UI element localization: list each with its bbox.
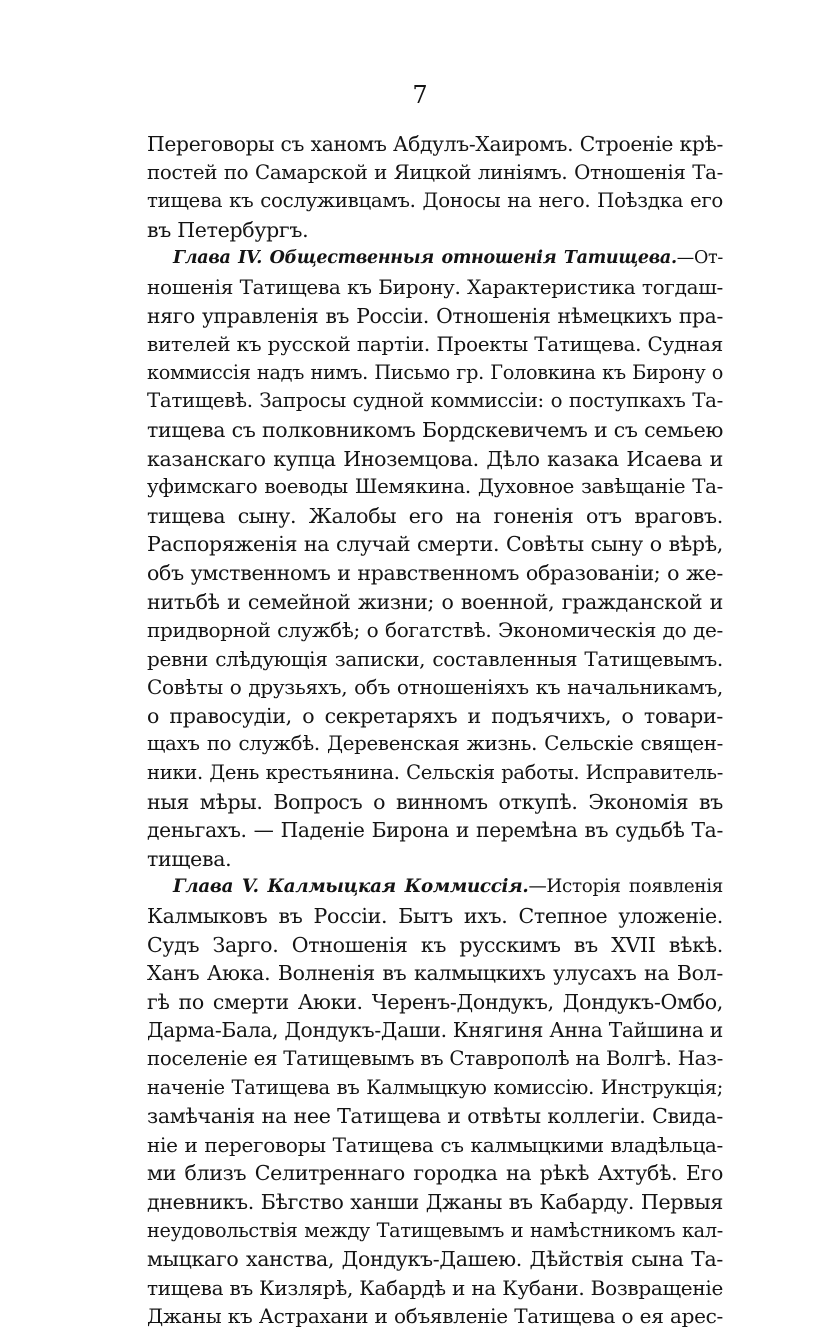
text-line <box>147 359 723 388</box>
line-text: Переговоры съ ханомъ Абдулъ-Хаиромъ. Строеніе крѣ- <box>147 132 723 156</box>
line-text: ніе и переговоры Татищева съ калмыцкими владѣльца- <box>147 1132 723 1157</box>
line-text: въ Петербургъ. <box>147 217 309 242</box>
line-text: коммиссія надъ нимъ. Письмо гр. Головкина къ Бирону о <box>147 360 723 384</box>
line-text: тищева сыну. Жалобы его на гоненія отъ враговъ. <box>147 503 723 528</box>
text-line <box>147 273 723 302</box>
line-text: Совѣты о друзьяхъ, объ отношеніяхъ къ начальникамъ, <box>147 675 723 700</box>
line-text: —От- <box>676 248 723 269</box>
line-text: Дарма-Бала, Дондукъ-Даши. Княгиня Анна Тайшина и <box>147 1018 723 1043</box>
text-line <box>147 988 723 1017</box>
line-text: вителей къ русской партіи. Проекты Татищева. Судная <box>147 332 723 357</box>
text-line <box>147 1102 723 1131</box>
text-line <box>147 1245 723 1274</box>
text-line <box>147 187 723 216</box>
line-text: уфимскаго воеводы Шемякина. Духовное завѣщаніе Та- <box>147 475 723 499</box>
line-text: замѣчанія на нее Татищева и отвѣты коллегіи. Свида- <box>147 1104 723 1129</box>
page-number: 7 <box>412 81 428 109</box>
line-text: тищева съ полковникомъ Бордскевичемъ и съ семьею <box>147 417 723 442</box>
line-text: придворной службѣ; о богатствѣ. Экономическія до де- <box>147 618 723 643</box>
line-text: нитьбѣ и семейной жизни; о военной, гражданской и <box>147 589 723 614</box>
text-line <box>147 845 723 874</box>
text-line <box>147 159 723 188</box>
text-line <box>147 302 723 331</box>
line-text: няго управленія въ Россіи. Отношенія нѣмецкихъ пра- <box>147 303 723 328</box>
text-line <box>147 1131 723 1160</box>
text-line <box>147 216 723 245</box>
text-line <box>147 1045 723 1074</box>
text-line <box>147 559 723 588</box>
text-line <box>147 788 723 817</box>
text-line <box>147 330 723 359</box>
line-text: Судъ Зарго. Отношенія къ русскимъ въ XVII вѣкѣ. <box>147 932 723 957</box>
line-text: поселеніе ея Татищевымъ въ Ставрополѣ на Волгѣ. Наз- <box>147 1047 723 1070</box>
line-text: ныя мѣры. Вопросъ о винномъ откупѣ. Экономія въ <box>147 789 723 814</box>
line-text: щахъ по службѣ. Деревенская жизнь. Сельскіе священ- <box>147 732 723 756</box>
line-text: Ханъ Аюка. Волненія въ калмыцкихъ улусахъ на Вол- <box>147 961 723 986</box>
text-line <box>147 1159 723 1188</box>
line-text: —Исторія появленія <box>528 876 723 898</box>
line-text: ношенія Татищева къ Бирону. Характеристика тогдаш- <box>147 274 723 299</box>
line-text: ники. День крестьянина. Сельскія работы. Исправитель- <box>147 761 723 785</box>
text-line <box>147 1016 723 1045</box>
text-line <box>147 645 723 674</box>
chapter-title: Глава IV. Общественныя отношенія Татищева. <box>173 248 677 269</box>
text-line <box>147 702 723 731</box>
line-text: казанскаго купца Иноземцова. Дѣло казака Исаева и <box>147 446 723 471</box>
text-line <box>147 387 723 416</box>
text-line <box>147 130 723 159</box>
line-text: дневникъ. Бѣгство ханши Джаны въ Кабарду. Первыя <box>147 1189 723 1214</box>
line-text: Распоряженія на случай смерти. Совѣты сыну о вѣрѣ, <box>147 532 723 557</box>
text-line <box>147 759 723 788</box>
line-text: деньгахъ. — Паденіе Бирона и перемѣна въ судьбѣ Та- <box>147 818 723 843</box>
text-line <box>147 816 723 845</box>
text-line <box>147 473 723 502</box>
text-line <box>147 502 723 531</box>
text-line <box>147 730 723 759</box>
text-line <box>147 1217 723 1246</box>
line-text: Джаны къ Астрахани и объявленіе Татищева о ея арес- <box>147 1304 723 1329</box>
text-line <box>147 445 723 474</box>
line-text: Калмыковъ въ Россіи. Бытъ ихъ. Степное уложеніе. <box>147 904 723 929</box>
line-text: тищева. <box>147 846 232 871</box>
line-text: гѣ по смерти Аюки. Черенъ-Дондукъ, Дондукъ-Омбо, <box>147 989 723 1014</box>
line-text: объ умственномъ и нравственномъ образованіи; о же- <box>147 560 723 585</box>
text-line <box>147 416 723 445</box>
line-text: наченіе Татищева въ Калмыцкую комиссію. Инструкція; <box>147 1075 723 1099</box>
text-line <box>147 1274 723 1303</box>
line-text: ми близъ Селитреннаго городка на рѣкѣ Ахтубѣ. Его <box>147 1161 723 1186</box>
line-text: тищева въ Кизлярѣ, Кабардѣ и на Кубани. Возвращеніе <box>147 1275 723 1300</box>
line-text: постей по Самарской и Яицкой линіямъ. Отношенія Та- <box>147 160 723 184</box>
text-line <box>147 673 723 702</box>
chapter-title: Глава V. Калмыцкая Коммиссія. <box>173 876 529 898</box>
line-text: о правосудіи, о секретаряхъ и подъячихъ, о товари- <box>147 703 723 728</box>
text-line <box>147 530 723 559</box>
line-text: неудовольствія между Татищевымъ и намѣстникомъ кал- <box>147 1218 723 1242</box>
text-line <box>147 931 723 960</box>
line-text: тищева къ сослуживцамъ. Доносы на него. Поѣздка его <box>147 189 723 213</box>
chapter-heading-line <box>147 873 723 902</box>
text-line <box>147 1188 723 1217</box>
text-line <box>147 616 723 645</box>
text-line <box>147 902 723 931</box>
chapter-heading-line <box>147 244 723 273</box>
line-text: ревни слѣдующія записки, составленныя Татищевымъ. <box>147 646 723 671</box>
text-line <box>147 1074 723 1103</box>
text-line <box>147 1302 723 1331</box>
text-line <box>147 588 723 617</box>
text-line <box>147 959 723 988</box>
line-text: мыцкаго ханства, Дондукъ-Дашею. Дѣйствія сына Та- <box>147 1247 723 1272</box>
line-text: Татищевѣ. Запросы судной коммиссіи: о поступкахъ Та- <box>147 389 723 413</box>
table-of-contents-text <box>147 130 723 1331</box>
